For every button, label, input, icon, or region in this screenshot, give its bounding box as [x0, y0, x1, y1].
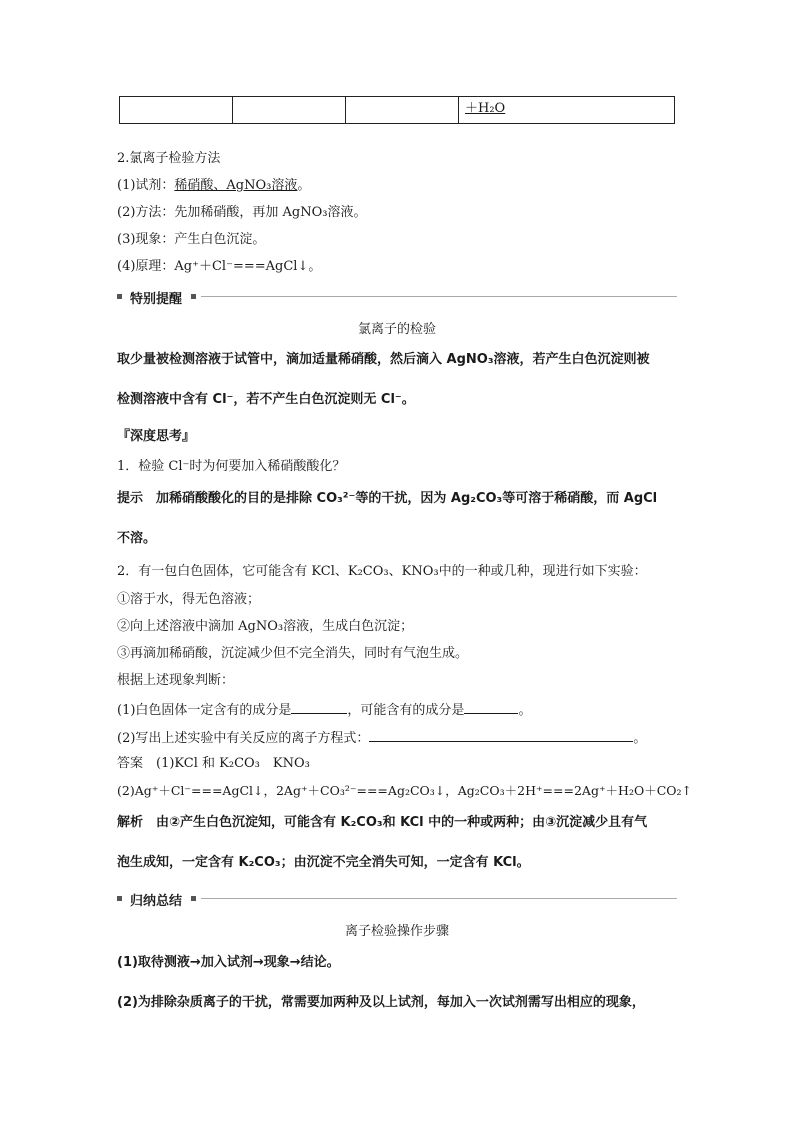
hint-line: 不溶。 [117, 531, 157, 546]
subquestion-1-text-b: ，可能含有的成分是 [347, 703, 465, 718]
tip-bar [117, 288, 677, 306]
subquestion-1-text-c: 。 [518, 703, 532, 718]
square-bullet-icon [117, 294, 122, 299]
judge-line: 根据上述现象判断： [117, 673, 235, 688]
tip-label: 特别提醒 [130, 292, 183, 307]
table-cell [346, 97, 459, 124]
tip-title: 氯离子的检验 [357, 322, 436, 337]
principle-line: (4)原理：Ag⁺＋Cl⁻===AgCl↓。 [117, 259, 322, 274]
table-cell [120, 97, 233, 124]
subquestion-1-text-a: (1)白色固体一定含有的成分是 [117, 703, 292, 718]
reagent-prefix: (1)试剂： [117, 178, 175, 193]
summary-text-line: (1)取待测液→加入试剂→现象→结论。 [117, 955, 340, 970]
answer-equation-line: (2)Ag⁺＋Cl⁻===AgCl↓，2Ag⁺＋CO₃²⁻===Ag₂CO₃↓，Ag₂CO₃＋2H⁺===2Ag⁺＋H₂O＋CO₂↑ [117, 783, 693, 798]
deep-thinking-label: 深度思考 [130, 429, 183, 444]
hint-line: 提示 加稀硝酸酸化的目的是排除 CO₃²⁻等的干扰，因为 Ag₂CO₃等可溶于稀硝酸，而 AgCl [117, 491, 658, 506]
answer-blank [369, 728, 633, 742]
step-1: ①溶于水，得无色溶液； [117, 592, 261, 607]
table-row [120, 97, 675, 124]
subquestion-1 [117, 700, 531, 720]
subquestion-2-text-a: (2)写出上述实验中有关反应的离子方程式： [117, 731, 370, 746]
square-bullet-icon [191, 294, 196, 299]
answer-blank [291, 700, 347, 714]
summary-bar [117, 890, 677, 908]
tip-text-line: 检测溶液中含有 Cl⁻，若不产生白色沉淀则无 Cl⁻。 [117, 392, 415, 407]
explanation-line: 解析 由②产生白色沉淀知，可能含有 K₂CO₃和 KCl 中的一种或两种；由③沉淀减少且有气 [117, 815, 648, 830]
explanation-line: 泡生成知，一定含有 K₂CO₃；由沉淀不完全消失可知，一定含有 KCl。 [117, 855, 530, 870]
step-2: ②向上述溶液中滴加 AgNO₃溶液，生成白色沉淀； [117, 619, 414, 634]
summary-title: 离子检验操作步骤 [344, 924, 449, 939]
subquestion-2 [117, 728, 646, 748]
bracket-close: 』 [182, 429, 196, 444]
summary-text-line: (2)为排除杂质离子的干扰，常需要加两种及以上试剂，每加入一次试剂需写出相应的现象， [117, 995, 645, 1010]
h2o-text: ＋H₂O [465, 101, 506, 116]
reagent-suffix: 。 [297, 178, 311, 193]
reagent-line [117, 177, 310, 195]
bracket-open: 『 [117, 429, 131, 444]
answer-line: 答案 (1)KCl 和 K₂CO₃ KNO₃ [117, 756, 310, 771]
summary-label: 归纳总结 [130, 894, 183, 909]
deep-thinking-heading [117, 428, 195, 446]
tip-text-line: 取少量被检测溶液于试管中，滴加适量稀硝酸，然后滴入 AgNO₃溶液，若产生白色沉淀则被 [117, 352, 650, 367]
subquestion-2-text-b: 。 [633, 731, 647, 746]
section-heading: 2.氯离子检验方法 [117, 151, 221, 166]
question-2: 2．有一包白色固体，它可能含有 KCl、K₂CO₃、KNO₃中的一种或几种，现进行如下实验： [117, 564, 647, 579]
phenomenon-line: (3)现象：产生白色沉淀。 [117, 232, 266, 247]
table-cell [233, 97, 346, 124]
square-bullet-icon [117, 896, 122, 901]
table-fragment [119, 96, 675, 124]
question-1: 1．检验 Cl⁻时为何要加入稀硝酸酸化？ [117, 459, 346, 474]
square-bullet-icon [191, 896, 196, 901]
reagent-value: 稀硝酸、AgNO₃溶液 [174, 178, 298, 193]
divider-line [201, 296, 677, 297]
divider-line [201, 898, 677, 899]
table-cell [459, 97, 675, 124]
step-3: ③再滴加稀硝酸，沉淀减少但不完全消失，同时有气泡生成。 [117, 646, 469, 661]
answer-blank [464, 700, 518, 714]
method-line: (2)方法：先加稀硝酸，再加 AgNO₃溶液。 [117, 205, 367, 220]
